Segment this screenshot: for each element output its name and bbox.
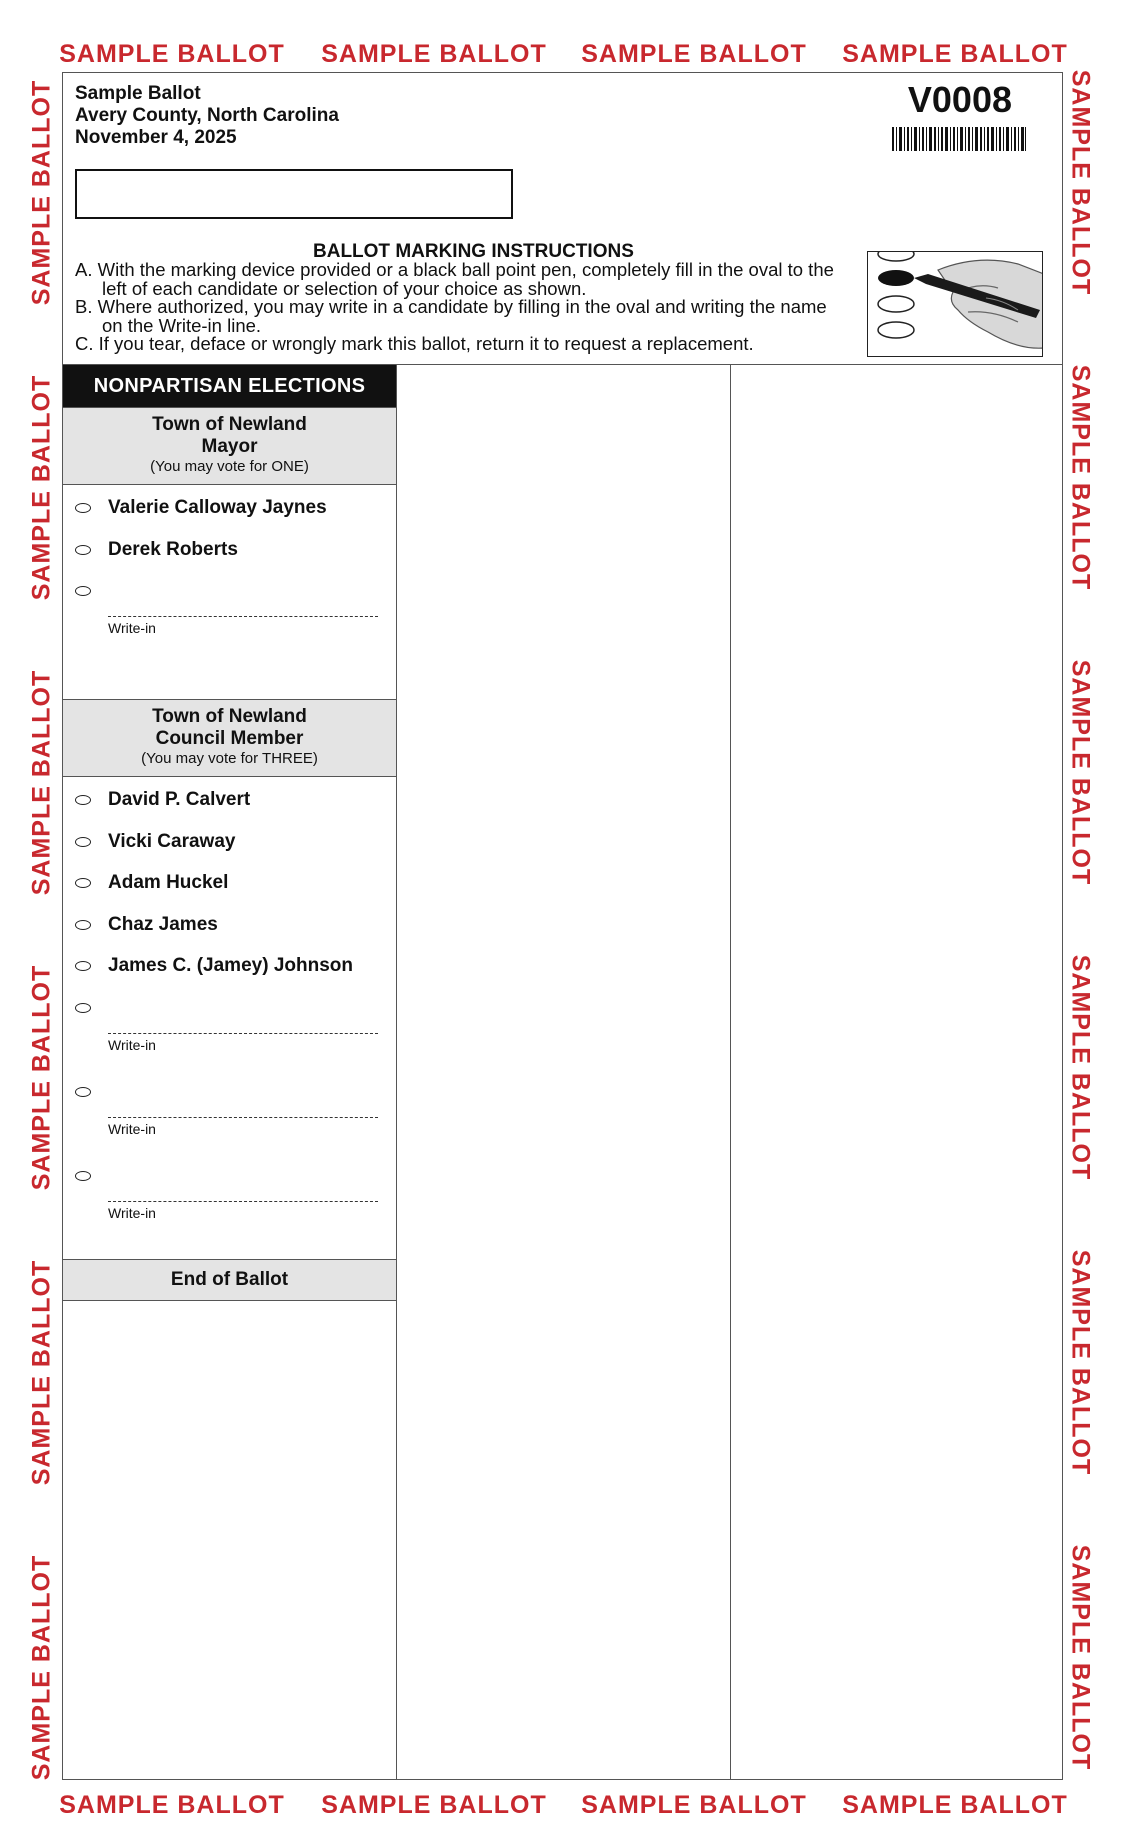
watermark-top-3: SAMPLE BALLOT <box>581 40 807 68</box>
instructions-title: BALLOT MARKING INSTRUCTIONS <box>313 241 634 262</box>
candidate-option[interactable] <box>63 781 396 823</box>
candidate-name: Derek Roberts <box>108 538 238 560</box>
candidate-option[interactable] <box>63 531 396 573</box>
watermark-bottom-4: SAMPLE BALLOT <box>842 1791 1068 1819</box>
candidate-option[interactable] <box>63 864 396 906</box>
watermark-left-1: SAMPLE BALLOT <box>27 79 56 306</box>
instruction-a-line1: A. With the marking device provided or a black ball point pen, completely fill in the oval to the <box>75 259 834 280</box>
writein-option[interactable] <box>63 1157 396 1259</box>
end-of-ballot: End of Ballot <box>63 1259 396 1301</box>
oval-icon[interactable] <box>75 878 91 888</box>
contest-vote-for: (You may vote for ONE) <box>150 458 309 475</box>
watermark-right-1: SAMPLE BALLOT <box>1066 69 1095 296</box>
instructions-text <box>75 261 855 354</box>
header-date: November 4, 2025 <box>75 127 237 148</box>
watermark-left-2: SAMPLE BALLOT <box>27 374 56 601</box>
marking-example-illustration <box>867 251 1043 357</box>
oval-icon[interactable] <box>75 837 91 847</box>
contest-header-mayor <box>63 407 396 485</box>
header-line-1: Sample Ballot <box>75 83 201 104</box>
candidate-name: Valerie Calloway Jaynes <box>108 497 327 518</box>
writein-label: Write-in <box>108 620 156 636</box>
contest-office: Mayor <box>201 436 258 457</box>
watermark-bottom-3: SAMPLE BALLOT <box>581 1791 807 1819</box>
instruction-b-line2: on the Write-in line. <box>102 314 262 336</box>
watermark-right-6: SAMPLE BALLOT <box>1066 1544 1095 1771</box>
candidate-option[interactable] <box>63 823 396 865</box>
instruction-c: C. If you tear, deface or wrongly mark this ballot, return it to request a replacement. <box>75 333 754 354</box>
contest-jurisdiction: Town of Newland <box>152 414 307 435</box>
instruction-a-line2: left of each candidate or selection of your choice as shown. <box>102 277 587 299</box>
watermark-right-5: SAMPLE BALLOT <box>1066 1249 1095 1476</box>
ballot-header <box>75 83 339 149</box>
oval-icon[interactable] <box>75 1003 91 1013</box>
contest-vote-for: (You may vote for THREE) <box>141 750 318 767</box>
watermark-right-2: SAMPLE BALLOT <box>1066 364 1095 591</box>
candidate-name: Adam Huckel <box>108 872 229 893</box>
watermark-top-1: SAMPLE BALLOT <box>59 40 285 68</box>
watermark-bottom-1: SAMPLE BALLOT <box>59 1791 285 1819</box>
watermark-left-5: SAMPLE BALLOT <box>27 1259 56 1486</box>
candidate-option[interactable] <box>63 906 396 948</box>
writein-label: Write-in <box>108 1204 156 1221</box>
watermark-top-2: SAMPLE BALLOT <box>321 40 547 68</box>
oval-icon[interactable] <box>75 795 91 805</box>
oval-icon[interactable] <box>75 961 91 971</box>
watermark-left-4: SAMPLE BALLOT <box>27 964 56 1191</box>
watermark-left-3: SAMPLE BALLOT <box>27 669 56 896</box>
watermark-right-4: SAMPLE BALLOT <box>1066 954 1095 1181</box>
writein-label: Write-in <box>108 1120 156 1137</box>
candidate-name: Vicki Caraway <box>108 830 236 852</box>
candidate-option[interactable] <box>63 947 396 989</box>
ballot-page <box>62 72 1063 1780</box>
watermark-left-6: SAMPLE BALLOT <box>27 1554 56 1781</box>
writein-label: Write-in <box>108 1036 156 1053</box>
oval-icon[interactable] <box>75 503 91 513</box>
watermark-right-3: SAMPLE BALLOT <box>1066 659 1095 886</box>
writein-line[interactable] <box>108 1201 378 1202</box>
oval-icon[interactable] <box>75 1171 91 1181</box>
section-header: NONPARTISAN ELECTIONS <box>63 365 396 407</box>
hand-pen-icon <box>868 252 1043 357</box>
header-county: Avery County, North Carolina <box>75 105 339 126</box>
oval-icon[interactable] <box>75 1087 91 1097</box>
ballot-style-code: V0008 <box>907 79 1012 120</box>
contest-jurisdiction: Town of Newland <box>152 706 307 727</box>
writein-option[interactable] <box>63 989 396 1073</box>
column-divider-2 <box>730 364 731 1779</box>
ballot-column-1 <box>63 365 396 1301</box>
instruction-b-line1: B. Where authorized, you may write in a candidate by filling in the oval and writing the name <box>75 296 827 317</box>
writein-line[interactable] <box>108 1033 378 1034</box>
contest-header-council <box>63 699 396 777</box>
writein-option[interactable] <box>63 1073 396 1157</box>
watermark-bottom-2: SAMPLE BALLOT <box>321 1791 547 1819</box>
oval-icon[interactable] <box>75 586 91 596</box>
oval-icon[interactable] <box>75 920 91 930</box>
candidate-option[interactable] <box>63 489 396 531</box>
candidate-name: Chaz James <box>108 913 218 935</box>
candidate-name: James C. (Jamey) Johnson <box>108 955 353 976</box>
contest-office: Council Member <box>155 728 304 749</box>
writein-line[interactable] <box>108 616 378 617</box>
ballot-id-box <box>75 169 513 219</box>
oval-icon[interactable] <box>75 545 91 555</box>
writein-option[interactable] <box>63 572 396 699</box>
barcode-icon <box>892 127 1026 151</box>
candidate-name: David P. Calvert <box>108 789 251 810</box>
column-divider-1 <box>396 364 397 1779</box>
writein-line[interactable] <box>108 1117 378 1118</box>
watermark-top-4: SAMPLE BALLOT <box>842 40 1068 68</box>
